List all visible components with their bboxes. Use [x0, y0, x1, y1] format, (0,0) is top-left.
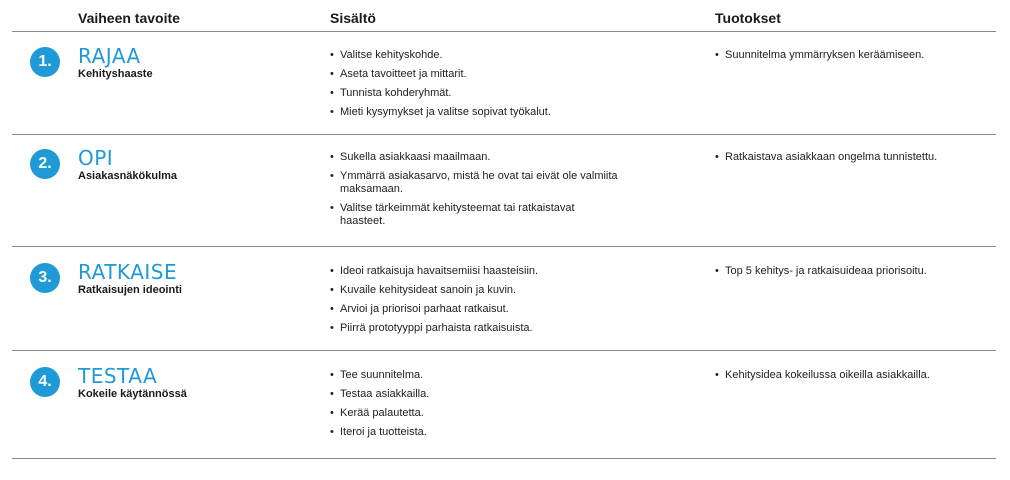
list-item: • Iteroi ja tuotteista. [330, 426, 630, 439]
output-item: • Suunnitelma ymmärryksen keräämiseen. [715, 49, 995, 62]
phase-subtitle: Ratkaisujen ideointi [78, 284, 182, 296]
step-number-badge: 2. [30, 149, 60, 179]
list-item: • Kuvaile kehitysideat sanoin ja kuvin. [330, 284, 630, 297]
list-item: • Valitse kehityskohde. [330, 49, 630, 62]
list-item: • Ideoi ratkaisuja havaitsemiisi haasteisiin. [330, 265, 630, 278]
output-item: • Kehitysidea kokeilussa oikeilla asiakkailla. [715, 369, 995, 382]
outputs-list [715, 49, 995, 62]
divider [12, 31, 996, 32]
content-list [330, 49, 630, 125]
divider [12, 458, 996, 459]
step-number-badge: 1. [30, 47, 60, 77]
list-item: • Aseta tavoitteet ja mittarit. [330, 68, 630, 81]
step-number-badge: 3. [30, 263, 60, 293]
list-item: • Kerää palautetta. [330, 407, 630, 420]
list-item: • Tunnista kohderyhmät. [330, 87, 630, 100]
divider [12, 246, 996, 247]
header-content: Sisältö [330, 10, 376, 26]
divider [12, 134, 996, 135]
list-item: • Valitse tärkeimmät kehitysteemat tai ratkaistavat haasteet. [330, 202, 620, 228]
list-item: • Ymmärrä asiakasarvo, mistä he ovat tai eivät ole valmiita maksamaan. [330, 170, 620, 196]
header-goal: Vaiheen tavoite [78, 10, 180, 26]
phase-title: RAJAA [78, 44, 141, 68]
outputs-list [715, 369, 995, 382]
outputs-list [715, 151, 995, 164]
list-item: • Tee suunnitelma. [330, 369, 630, 382]
list-item: • Mieti kysymykset ja valitse sopivat työkalut. [330, 106, 630, 119]
phase-title: OPI [78, 146, 114, 170]
phase-subtitle: Kehityshaaste [78, 68, 153, 80]
content-list [330, 151, 620, 234]
output-item: • Top 5 kehitys- ja ratkaisuideaa priorisoitu. [715, 265, 995, 278]
list-item: • Sukella asiakkaasi maailmaan. [330, 151, 620, 164]
phase-title: TESTAA [78, 364, 158, 388]
header-outputs: Tuotokset [715, 10, 781, 26]
outputs-list [715, 265, 995, 278]
phase-subtitle: Asiakasnäkökulma [78, 170, 178, 182]
table-header [0, 0, 1010, 30]
content-list [330, 369, 630, 445]
content-list [330, 265, 630, 341]
output-item: • Ratkaistava asiakkaan ongelma tunnistettu. [715, 151, 995, 164]
phase-title: RATKAISE [78, 260, 178, 284]
list-item: • Arvioi ja priorisoi parhaat ratkaisut. [330, 303, 630, 316]
step-number-badge: 4. [30, 367, 60, 397]
list-item: • Piirrä prototyyppi parhaista ratkaisuista. [330, 322, 630, 335]
divider [12, 350, 996, 351]
list-item: • Testaa asiakkailla. [330, 388, 630, 401]
phase-subtitle: Kokeile käytännössä [78, 388, 187, 400]
